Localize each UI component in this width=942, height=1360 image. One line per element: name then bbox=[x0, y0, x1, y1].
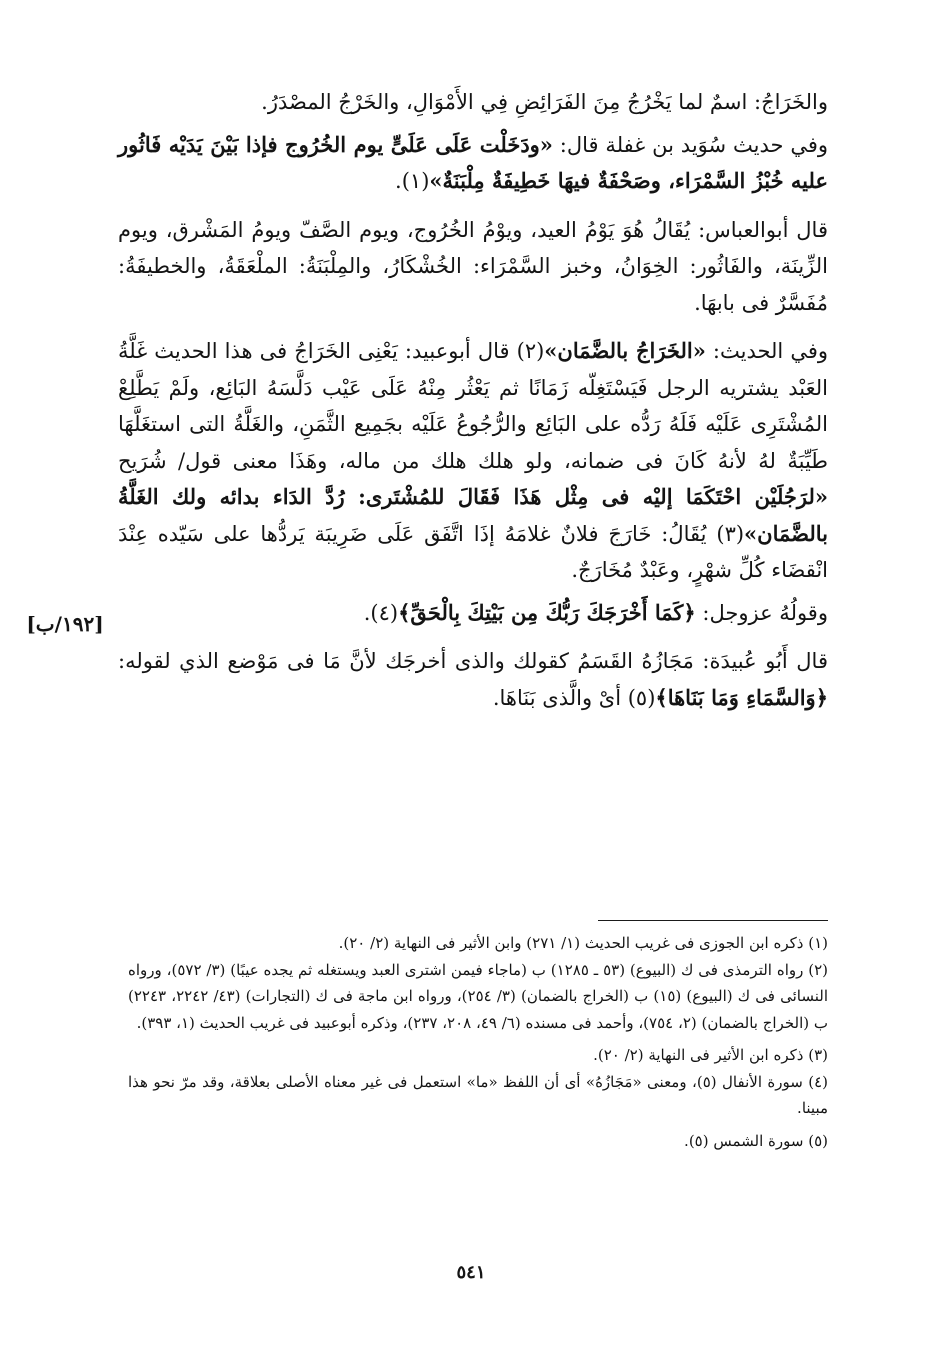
p2-quote: «ودَخَلْت عَلَى عَلَىٍّ يوم الخُرُوج فإذا بَيْنَ يَدَيْه فَاثُور عليه خُبْزُ السَّمْرَاء، وصَحْفَةٌ فيهَا خَطِيفَةٌ مِلْبَنَةٌ» bbox=[118, 131, 828, 193]
p4-rest: قال أبوعبيد: يَعْنِى الخَرَاجُ فى هذا الحديث غَلَّةُ العَبْد يشتريه الرجل فَيَسْتَغِلّه زَمَانًا ثم يَعْثُر مِنْهُ عَلَى عَيْب دَلَّسَهُ البَائِع، ولَمْ يَطَّلِعْ المُشْتَرِى عَلَيْه فَلَهُ رَدُّه على البَائِع والرُّجُوعُ عَلَيْه بجَمِيع الثَّمَنِ، والغَلَّةُ التى استغَلَّهَا طَيِّبَةٌ لهُ لأنهُ كَانَ فى ضمانه، ولو هلك هلك من ماله، وهَذَا معنى قول/ شُرَيح bbox=[118, 339, 828, 473]
footnote-3: (٣) ذكره ابن الأثير فى النهاية (٢/ ٢٠). bbox=[593, 1046, 828, 1064]
p1-text: والخَرَاجُ: اسمٌ لما يَخْرُجُ مِنَ الفَرَائِضِ فِي الأَمْوَالِ، والخَرْجُ المصْدَرُ. bbox=[261, 90, 828, 114]
paragraph-3 bbox=[118, 212, 828, 322]
p4-intro: وفي الحديث: bbox=[705, 339, 829, 363]
p4-quote-2: «لرَجُلَيْن احْتَكَمَا إليْه فى مِثْل هَذَا فَقَالَ للمُشْتَرى: رُدَّ الدَاء بدائه ولك الغَلَّةُ بالضَّمَان» bbox=[118, 484, 828, 546]
p4-end: يُقَالُ: خَارَجَ فلانٌ غلامَهُ إذَا اتَّفَق عَلَى ضَرِيبَة يَردُّها على سَيّده عِنْدَ انْقضَاء كُلِّ شهْرٍ، وعَبْدٌ مُخَارَجٌ. bbox=[118, 521, 828, 582]
manuscript-folio-marker: [١٩٢/ب] bbox=[26, 612, 104, 636]
p3-text: قال أبوالعباس: يُقَالُ هُوَ يَوْمُ العيد، ويوْمُ الخُرُوج، ويوم الصَّفّ ويومُ المَشْرق، ويوم الزِّينَة، والفَاثُور: الخِوَانُ، وخبز السَّمْرَاء: الخُشْكَارُ، والمِلْبَنَةُ: الملْعَقَةُ، والخطيفَةُ: مُفَسَّرٌ فى بابهَا. bbox=[118, 217, 828, 315]
footnote-ref-3: (٣) bbox=[716, 521, 745, 546]
paragraph-4 bbox=[118, 333, 828, 589]
page-number: ٥٤١ bbox=[456, 1262, 486, 1283]
footnote-4: (٤) سورة الأنفال (٥)، ومعنى «مَجَازُهُ» أى أن اللفظ «ما» استعمل فى غير معناه الأصلى بعلاقة، وقد مرّ نحو هذا مبينا. bbox=[128, 1072, 828, 1117]
quran-quote-1: ﴿كَمَا أَخْرَجَكَ رَبُّكَ مِن بَيْتِكَ بِالْحَقِّ﴾ bbox=[398, 599, 696, 625]
footnote-2: (٢) رواه الترمذى فى ك (البيوع) (٥٣ ـ ١٢٨٥) ب (ماجاء فيمن اشترى العبد ويستغله ثم يجده عيبًا) (٣/ ٥٧٢)، ورواه النسائى فى ك (البيوع) (١٥) ب (الخراج بالضمان) (٣/ ٢٥٤)، ورواه ابن ماجة فى ك (التجارات) (٤٣/ ٢٢٤٢، ٢٢٤٣) ب (الخراج بالضمان) (٢، ٧٥٤)، وأحمد فى مسنده (٦/ ٤٩، ٢٠٨، ٢٣٧)، وذكره أبوعبيد فى غريب الحديث (١، ٣٩٣). bbox=[128, 960, 829, 1032]
footnote-ref-4: (٤). bbox=[363, 600, 399, 625]
main-text bbox=[118, 84, 828, 716]
footnote-ref-1: (١). bbox=[395, 169, 430, 193]
p6-end: أىْ والَّذى بَنَاهَا. bbox=[492, 685, 628, 710]
paragraph-1 bbox=[118, 84, 828, 121]
footnotes bbox=[128, 930, 828, 1154]
p2-intro: وفي حديث سُوَيد بن غفلة قال: bbox=[552, 132, 828, 157]
p6-intro: قال أَبُو عُبيدَة: مَجَازُهُ القَسَمُ كقولك والذى أخرجَك لأنَّ مَا فى مَوْضع الذي لقوله: bbox=[118, 649, 828, 673]
footnote-ref-5: (٥) bbox=[627, 685, 656, 710]
footnote-ref-2: (٢) bbox=[516, 339, 545, 363]
paragraph-5 bbox=[118, 595, 828, 632]
footnote-5: (٥) سورة الشمس (٥). bbox=[684, 1131, 828, 1150]
paragraph-6 bbox=[118, 643, 828, 716]
footnote-divider bbox=[598, 920, 828, 921]
paragraph-2 bbox=[118, 127, 828, 200]
quran-quote-2: ﴿وَالسَّمَاءِ وَمَا بَنَاهَا﴾ bbox=[655, 684, 828, 710]
p5-intro: وقولُهُ عزوجل: bbox=[695, 600, 828, 625]
p4-quote: «الخَرَاجُ بالضَّمَان» bbox=[544, 338, 706, 363]
footnote-1: (١) ذكره ابن الجوزى فى غريب الحديث (١/ ٢٧١) وابن الأثير فى النهاية (٢/ ٢٠). bbox=[338, 934, 828, 952]
